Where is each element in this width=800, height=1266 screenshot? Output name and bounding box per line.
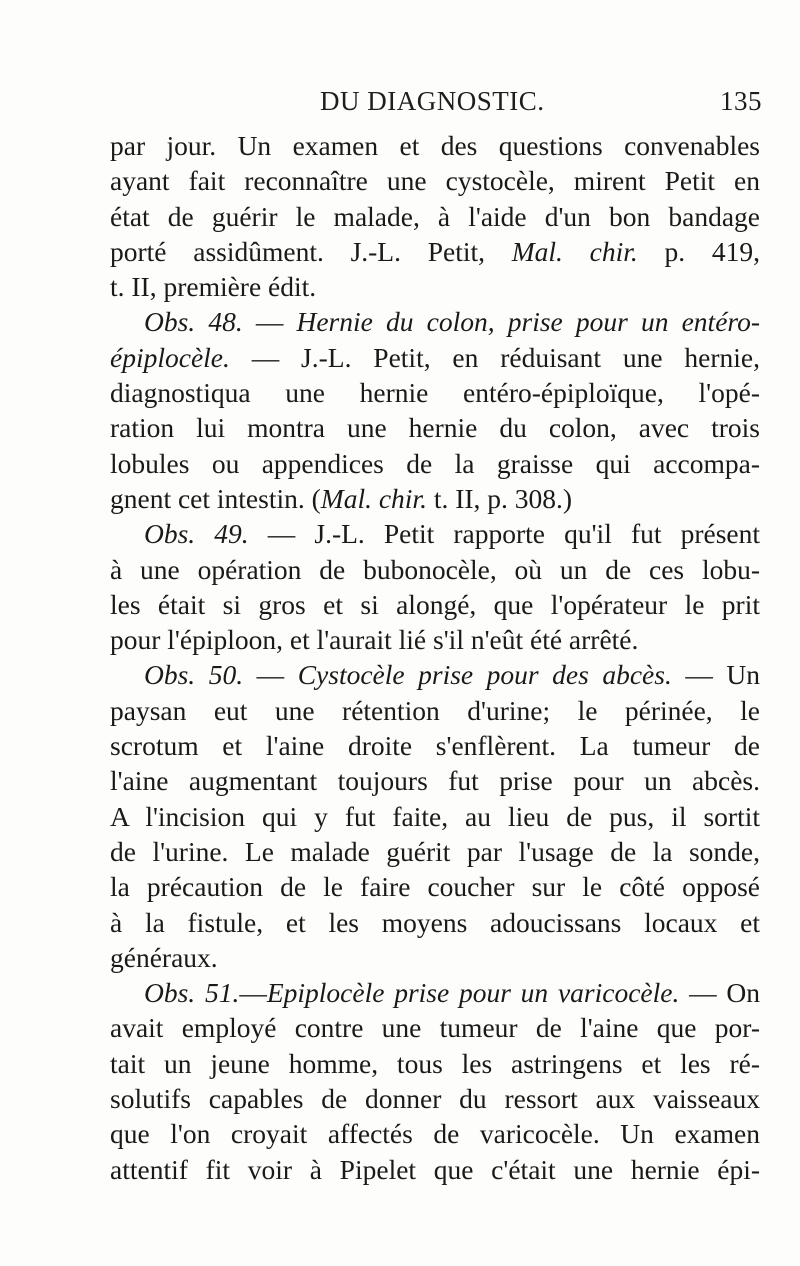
text-line	[110, 1081, 760, 1116]
text-line	[110, 1010, 760, 1045]
page-number: 135	[720, 86, 762, 116]
text-segment: pour l'épiploon, et l'aurait lié s'il n'eût été arrêté.	[110, 624, 639, 656]
text-line	[110, 975, 760, 1010]
text-segment: — J.-L. Petit, en réduisant une hernie,	[229, 341, 760, 373]
text-segment: avait employé contre une tumeur de l'aine que por-	[110, 1012, 760, 1044]
text-line	[110, 481, 760, 516]
text-segment: généraux.	[110, 941, 218, 973]
text-segment: —	[243, 659, 298, 691]
text-line	[110, 657, 760, 692]
italic-text: Epiplocèle prise pour un varicocèle.	[266, 977, 680, 1009]
text-line	[110, 834, 760, 869]
text-line	[110, 340, 760, 375]
text-segment: solutifs capables de donner du ressort aux vaisseaux	[110, 1083, 760, 1115]
italic-text: Mal. chir.	[320, 482, 427, 514]
text-segment: ayant fait reconnaître une cystocèle, mirent Petit en	[110, 165, 760, 197]
text-segment: — On	[679, 977, 760, 1009]
text-line	[110, 763, 760, 798]
italic-text: Obs. 51.	[144, 977, 240, 1009]
italic-text: Hernie du colon, prise pour un entéro-	[296, 306, 760, 338]
text-segment: —	[239, 977, 267, 1009]
body-text	[110, 128, 760, 1187]
text-line	[110, 940, 760, 975]
text-line	[110, 375, 760, 410]
text-segment: p. 419,	[637, 235, 760, 267]
text-segment: état de guérir le malade, à l'aide d'un bon bandage	[110, 200, 760, 232]
text-segment: —	[242, 306, 297, 338]
text-segment: — Un	[671, 659, 761, 691]
text-line	[110, 128, 760, 163]
italic-text: épiplocèle.	[110, 341, 230, 373]
text-line	[110, 163, 760, 198]
text-line	[110, 446, 760, 481]
text-segment: de l'urine. Le malade guérit par l'usage de la sonde,	[110, 835, 760, 867]
text-segment: lobules ou appendices de la graisse qui accompa-	[110, 447, 760, 479]
text-segment: à une opération de bubonocèle, où un de ces lobu-	[110, 553, 760, 585]
text-line	[110, 552, 760, 587]
text-line	[110, 622, 760, 657]
text-segment: attentif fit voir à Pipelet que c'était une hernie épi-	[110, 1153, 760, 1185]
text-segment: t. II, première édit.	[110, 271, 317, 303]
text-line	[110, 693, 760, 728]
text-segment: scrotum et l'aine droite s'enflèrent. La tumeur de	[110, 730, 760, 762]
running-head: DU DIAGNOSTIC.	[320, 86, 545, 116]
italic-text: Obs. 50.	[144, 659, 244, 691]
page-header	[110, 86, 762, 126]
text-segment: que l'on croyait affectés de varicocèle. Un examen	[110, 1118, 760, 1150]
italic-text: Mal. chir.	[511, 235, 638, 267]
text-line	[110, 587, 760, 622]
text-segment: l'aine augmentant toujours fut prise pour un abcès.	[110, 765, 760, 797]
text-segment: la précaution de le faire coucher sur le côté opposé	[110, 871, 760, 903]
text-line	[110, 516, 760, 551]
text-line	[110, 1152, 760, 1187]
text-line	[110, 199, 760, 234]
text-segment: par jour. Un examen et des questions convenables	[110, 130, 760, 161]
italic-text: Obs. 48.	[144, 306, 243, 338]
text-segment: paysan eut une rétention d'urine; le périnée, le	[110, 694, 760, 726]
text-line	[110, 905, 760, 940]
text-segment: — J.-L. Petit rapporte qu'il fut présent	[248, 518, 760, 550]
text-segment: A l'incision qui y fut faite, au lieu de pus, il sortit	[110, 800, 760, 832]
text-segment: les était si gros et si alongé, que l'opérateur le prit	[110, 588, 760, 620]
text-segment: t. II, p. 308.)	[426, 482, 573, 514]
text-line	[110, 304, 760, 339]
text-line	[110, 410, 760, 445]
text-line	[110, 234, 760, 269]
text-line	[110, 728, 760, 763]
text-segment: tait un jeune homme, tous les astringens et les ré-	[110, 1047, 760, 1079]
text-segment: à la fistule, et les moyens adoucissans locaux et	[110, 906, 760, 938]
text-segment: gnent cet intestin. (	[110, 482, 321, 514]
text-line	[110, 1046, 760, 1081]
italic-text: Obs. 49.	[144, 518, 249, 550]
text-segment: diagnostiqua une hernie entéro-épiploïque, l'opé-	[110, 377, 760, 409]
text-segment: porté assidûment. J.-L. Petit,	[110, 235, 512, 267]
text-line	[110, 869, 760, 904]
text-segment: ration lui montra une hernie du colon, avec trois	[110, 412, 760, 444]
text-line	[110, 799, 760, 834]
italic-text: Cystocèle prise pour des abcès.	[297, 659, 672, 691]
text-line	[110, 269, 760, 304]
text-line	[110, 1116, 760, 1151]
